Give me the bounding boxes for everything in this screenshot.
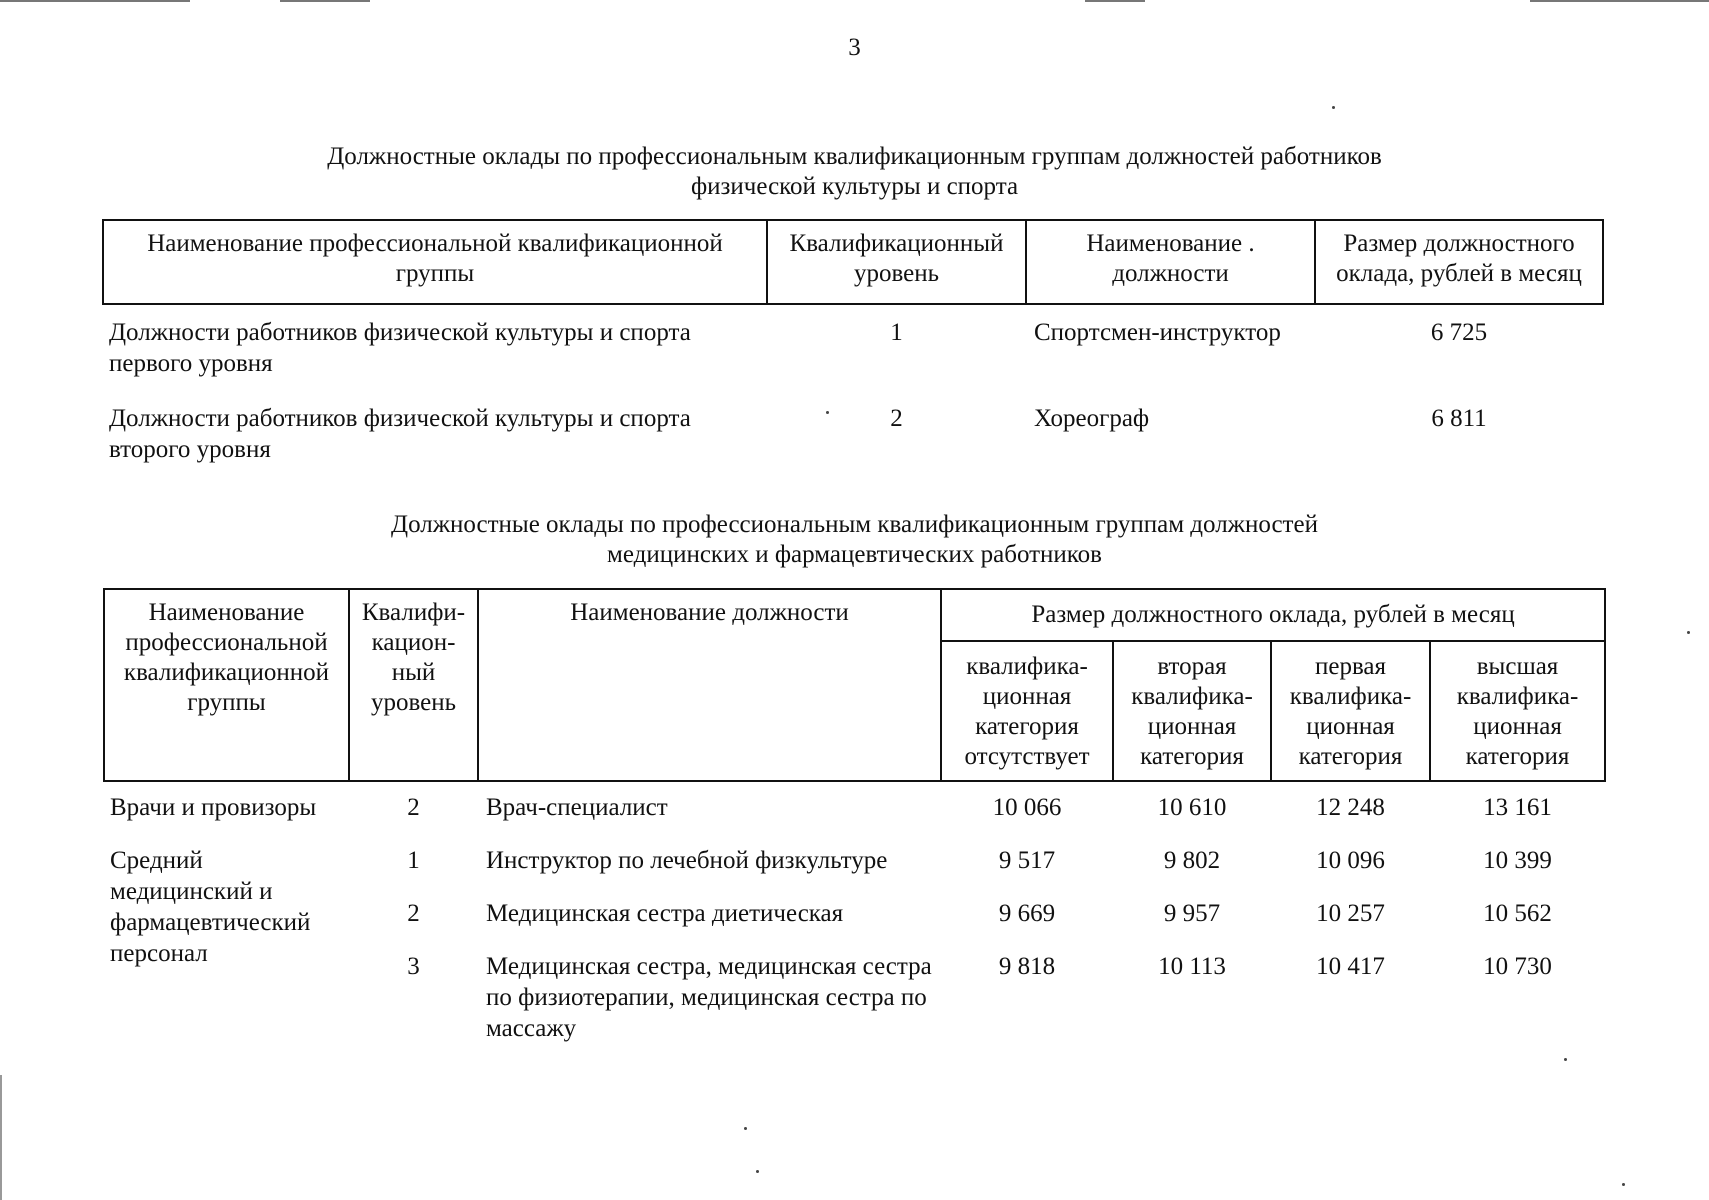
header-group: Наименование профессиональной квалификационной группы xyxy=(103,220,767,304)
cell-level: 2 xyxy=(407,794,420,821)
section2-title-line2: медицинских и фармацевтических работников xyxy=(607,541,1102,568)
header-cat-none: квалифика-ционная категория отсутствует xyxy=(941,641,1113,781)
cell-cat-second: 10 113 xyxy=(1158,953,1226,980)
scan-edge-line xyxy=(1085,0,1145,2)
header-level: Квалификационный уровень xyxy=(767,220,1026,304)
cell-cat-none: 9 669 xyxy=(998,900,1056,927)
cell-salary: 6 725 xyxy=(1430,319,1488,346)
cell-cat-highest: 10 399 xyxy=(1483,847,1552,874)
cell-level: 2 xyxy=(890,405,903,432)
scan-left-edge xyxy=(0,1075,2,1200)
sport-salary-table xyxy=(102,219,1604,465)
section1-title-line2: физической культуры и спорта xyxy=(690,173,1019,200)
cell-cat-highest: 10 562 xyxy=(1483,900,1552,927)
section1-title-line1: Должностные оклады по профессиональным квалификационным группам должностей работников xyxy=(327,143,1382,170)
table-header-row xyxy=(104,589,1605,641)
scan-edge-line xyxy=(280,0,370,2)
cell-cat-highest: 13 161 xyxy=(1483,794,1552,821)
cell-cat-highest: 10 730 xyxy=(1483,953,1552,980)
table-row xyxy=(103,379,1603,465)
cell-cat-first: 10 257 xyxy=(1316,900,1385,927)
cell-position: Врач-специалист xyxy=(486,794,668,821)
cell-cat-none: 10 066 xyxy=(992,794,1062,821)
section2-title-line1: Должностные оклады по профессиональным квалификационным группам должностей xyxy=(391,511,1318,538)
header-level: Квалифи-кацион-ный уровень xyxy=(349,589,478,781)
header-cat-first: первая квалифика-ционная категория xyxy=(1271,641,1430,781)
medical-salary-table xyxy=(103,588,1606,1044)
cell-group: Средний медицинский и фармацевтический персонал xyxy=(110,847,311,967)
cell-cat-first: 12 248 xyxy=(1316,794,1385,821)
section1-title xyxy=(0,142,1709,202)
scan-edge-line xyxy=(0,0,190,2)
table-header-row xyxy=(103,220,1603,304)
scan-speck xyxy=(1622,1183,1625,1186)
cell-group: Врачи и провизоры xyxy=(110,794,317,821)
cell-position: Инструктор по лечебной физкультуре xyxy=(486,847,888,874)
section2-title xyxy=(0,510,1709,570)
cell-group: Должности работников физической культуры и спорта первого уровня xyxy=(109,319,691,377)
header-cat-highest: высшая квалифика-ционная категория xyxy=(1430,641,1605,781)
cell-salary: 6 811 xyxy=(1431,405,1487,432)
cell-group: Должности работников физической культуры и спорта второго уровня xyxy=(109,405,691,463)
scan-speck xyxy=(756,1170,759,1173)
scan-edge-line xyxy=(1530,0,1709,2)
scan-speck xyxy=(1332,106,1335,109)
header-salary: Размер должностного оклада, рублей в месяц xyxy=(1315,220,1603,304)
header-position: Наименование . должности xyxy=(1026,220,1315,304)
cell-cat-first: 10 096 xyxy=(1316,847,1385,874)
table-row xyxy=(104,823,1605,876)
cell-cat-none: 9 517 xyxy=(998,847,1056,874)
cell-level: 1 xyxy=(407,847,420,874)
header-position: Наименование должности xyxy=(478,589,941,781)
scan-speck xyxy=(744,1127,747,1130)
cell-level: 2 xyxy=(407,900,420,927)
table-row xyxy=(104,781,1605,823)
cell-position: Медицинская сестра диетическая xyxy=(486,900,844,927)
scan-speck xyxy=(1564,1058,1567,1061)
scan-speck xyxy=(1687,631,1690,634)
cell-cat-first: 10 417 xyxy=(1316,953,1385,980)
cell-level: 1 xyxy=(890,319,903,346)
header-salary-group: Размер должностного оклада, рублей в месяц xyxy=(941,589,1605,641)
cell-level: 3 xyxy=(407,953,420,980)
table-row xyxy=(103,304,1603,379)
cell-cat-second: 9 957 xyxy=(1163,900,1221,927)
header-group: Наименование профессиональной квалификационной группы xyxy=(104,589,349,781)
header-cat-second: вторая квалифика-ционная категория xyxy=(1113,641,1271,781)
cell-cat-second: 10 610 xyxy=(1157,794,1227,821)
cell-position: Спортсмен-инструктор xyxy=(1034,319,1281,346)
cell-cat-second: 9 802 xyxy=(1163,847,1221,874)
cell-cat-none: 9 818 xyxy=(998,953,1056,980)
cell-position: Хореограф xyxy=(1034,405,1150,432)
cell-position: Медицинская сестра, медицинская сестра по физиотерапии, медицинская сестра по массажу xyxy=(486,953,932,1042)
page-number: 3 xyxy=(848,34,861,61)
